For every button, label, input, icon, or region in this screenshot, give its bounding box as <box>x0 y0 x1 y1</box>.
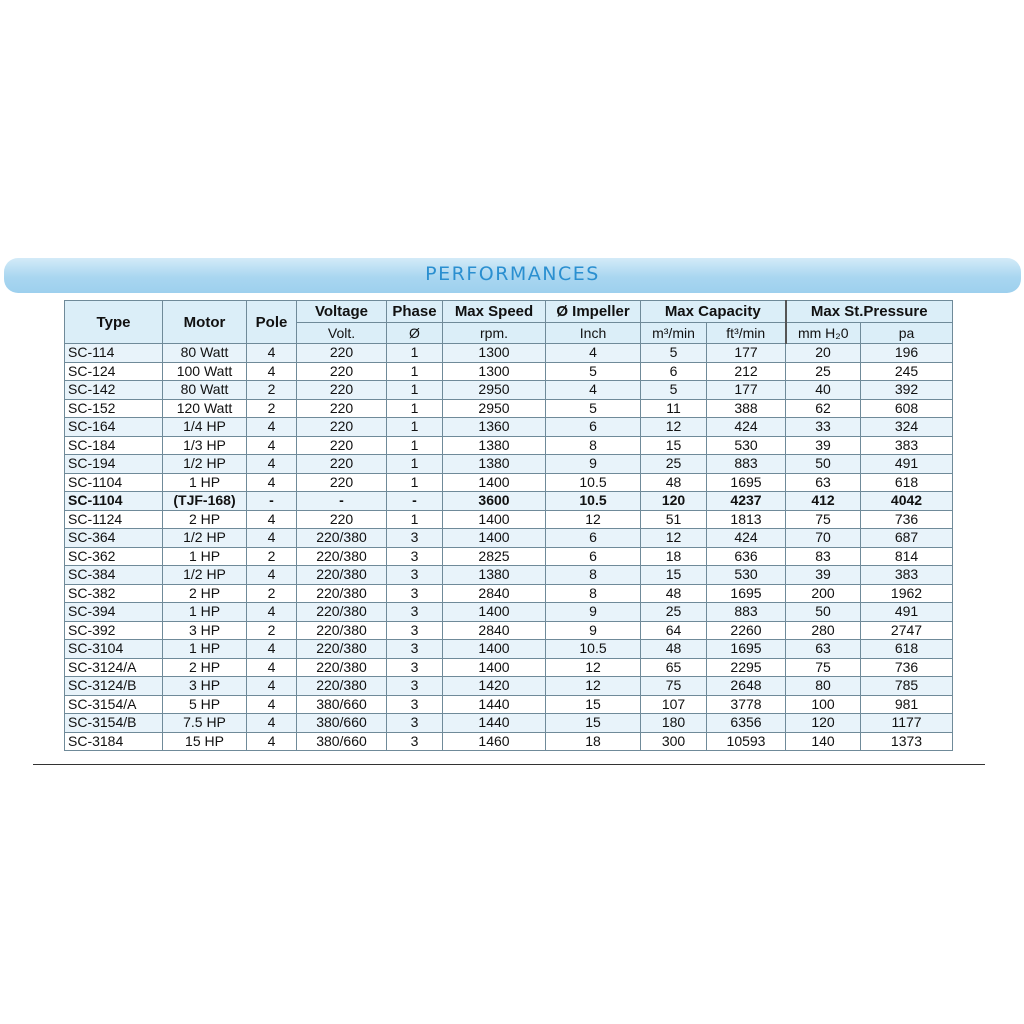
cell-pa: 618 <box>861 473 953 492</box>
cell-phase: 1 <box>387 455 443 474</box>
unit-impeller: Inch <box>546 323 641 344</box>
cell-voltage: 220/380 <box>297 584 387 603</box>
cell-mm: 20 <box>786 344 861 363</box>
cell-mm: 62 <box>786 399 861 418</box>
cell-pa: 1177 <box>861 714 953 733</box>
cell-motor: 1 HP <box>163 473 247 492</box>
unit-capacity-m3: m³/min <box>641 323 707 344</box>
unit-capacity-ft3: ft³/min <box>707 323 786 344</box>
cell-pole: 4 <box>247 695 297 714</box>
table-row <box>65 344 953 363</box>
table-row <box>65 381 953 400</box>
cell-pole: 4 <box>247 362 297 381</box>
cell-impeller: 15 <box>546 714 641 733</box>
cell-voltage: 380/660 <box>297 695 387 714</box>
cell-phase: 3 <box>387 714 443 733</box>
cell-impeller: 8 <box>546 566 641 585</box>
cell-pa: 245 <box>861 362 953 381</box>
col-header-max-speed: Max Speed <box>443 301 546 323</box>
cell-impeller: 4 <box>546 381 641 400</box>
cell-pole: 2 <box>247 547 297 566</box>
cell-pole: 2 <box>247 621 297 640</box>
cell-phase: 1 <box>387 510 443 529</box>
cell-pa: 392 <box>861 381 953 400</box>
cell-speed: 1380 <box>443 436 546 455</box>
cell-type: SC-3184 <box>65 732 163 751</box>
cell-m3: 75 <box>641 677 707 696</box>
cell-impeller: 10.5 <box>546 473 641 492</box>
cell-voltage: 220 <box>297 473 387 492</box>
cell-m3: 25 <box>641 603 707 622</box>
cell-m3: 64 <box>641 621 707 640</box>
cell-impeller: 8 <box>546 584 641 603</box>
cell-motor: 80 Watt <box>163 381 247 400</box>
cell-pa: 383 <box>861 436 953 455</box>
cell-voltage: 220 <box>297 381 387 400</box>
cell-phase: 1 <box>387 399 443 418</box>
cell-ft3: 10593 <box>707 732 786 751</box>
cell-m3: 12 <box>641 418 707 437</box>
cell-motor: 1 HP <box>163 640 247 659</box>
cell-speed: 1400 <box>443 658 546 677</box>
cell-ft3: 212 <box>707 362 786 381</box>
cell-m3: 25 <box>641 455 707 474</box>
table-row <box>65 418 953 437</box>
cell-phase: 3 <box>387 677 443 696</box>
cell-speed: 1440 <box>443 695 546 714</box>
cell-motor: 1/2 HP <box>163 529 247 548</box>
cell-voltage: 220/380 <box>297 529 387 548</box>
cell-voltage: 220/380 <box>297 566 387 585</box>
cell-impeller: 9 <box>546 621 641 640</box>
header-row <box>65 301 953 323</box>
cell-ft3: 177 <box>707 381 786 400</box>
cell-impeller: 4 <box>546 344 641 363</box>
cell-pole: 4 <box>247 677 297 696</box>
cell-pole: 4 <box>247 418 297 437</box>
cell-pa: 491 <box>861 455 953 474</box>
cell-motor: 120 Watt <box>163 399 247 418</box>
cell-mm: 50 <box>786 455 861 474</box>
cell-motor: 2 HP <box>163 584 247 603</box>
cell-speed: 1400 <box>443 473 546 492</box>
cell-pole: 4 <box>247 566 297 585</box>
cell-mm: 25 <box>786 362 861 381</box>
cell-voltage: 220 <box>297 436 387 455</box>
cell-pole: - <box>247 492 297 511</box>
cell-m3: 15 <box>641 436 707 455</box>
cell-m3: 6 <box>641 362 707 381</box>
cell-ft3: 2295 <box>707 658 786 677</box>
col-header-motor: Motor <box>163 301 247 344</box>
table-row <box>65 658 953 677</box>
cell-type: SC-184 <box>65 436 163 455</box>
cell-pole: 4 <box>247 529 297 548</box>
cell-voltage: 220 <box>297 344 387 363</box>
cell-m3: 15 <box>641 566 707 585</box>
cell-speed: 1400 <box>443 640 546 659</box>
cell-impeller: 6 <box>546 547 641 566</box>
cell-impeller: 10.5 <box>546 640 641 659</box>
cell-type: SC-394 <box>65 603 163 622</box>
cell-pa: 1373 <box>861 732 953 751</box>
cell-type: SC-362 <box>65 547 163 566</box>
cell-pa: 2747 <box>861 621 953 640</box>
cell-speed: 1300 <box>443 344 546 363</box>
cell-pole: 2 <box>247 584 297 603</box>
cell-impeller: 10.5 <box>546 492 641 511</box>
cell-voltage: 220/380 <box>297 640 387 659</box>
cell-pa: 785 <box>861 677 953 696</box>
cell-speed: 2950 <box>443 399 546 418</box>
cell-m3: 51 <box>641 510 707 529</box>
cell-pole: 4 <box>247 603 297 622</box>
cell-pa: 383 <box>861 566 953 585</box>
cell-ft3: 4237 <box>707 492 786 511</box>
cell-m3: 300 <box>641 732 707 751</box>
cell-type: SC-3154/A <box>65 695 163 714</box>
cell-pa: 687 <box>861 529 953 548</box>
cell-speed: 1400 <box>443 510 546 529</box>
cell-type: SC-1104 <box>65 492 163 511</box>
cell-pole: 4 <box>247 714 297 733</box>
cell-type: SC-384 <box>65 566 163 585</box>
cell-ft3: 530 <box>707 436 786 455</box>
cell-pole: 4 <box>247 344 297 363</box>
table-row <box>65 695 953 714</box>
cell-mm: 39 <box>786 566 861 585</box>
table-row <box>65 362 953 381</box>
cell-type: SC-194 <box>65 455 163 474</box>
performances-banner <box>4 258 1021 293</box>
cell-mm: 100 <box>786 695 861 714</box>
cell-phase: 1 <box>387 362 443 381</box>
cell-ft3: 636 <box>707 547 786 566</box>
cell-mm: 140 <box>786 732 861 751</box>
cell-impeller: 15 <box>546 695 641 714</box>
cell-ft3: 1695 <box>707 473 786 492</box>
table-row <box>65 455 953 474</box>
table-row <box>65 584 953 603</box>
cell-speed: 1360 <box>443 418 546 437</box>
cell-mm: 200 <box>786 584 861 603</box>
cell-phase: 3 <box>387 621 443 640</box>
cell-pa: 324 <box>861 418 953 437</box>
table-row <box>65 603 953 622</box>
cell-phase: 1 <box>387 436 443 455</box>
cell-pa: 618 <box>861 640 953 659</box>
cell-phase: 3 <box>387 566 443 585</box>
cell-ft3: 424 <box>707 529 786 548</box>
table-row <box>65 677 953 696</box>
cell-m3: 18 <box>641 547 707 566</box>
cell-motor: (TJF-168) <box>163 492 247 511</box>
cell-speed: 2825 <box>443 547 546 566</box>
cell-phase: 1 <box>387 473 443 492</box>
cell-pole: 4 <box>247 658 297 677</box>
cell-motor: 1/2 HP <box>163 566 247 585</box>
cell-motor: 1 HP <box>163 547 247 566</box>
cell-voltage: 220 <box>297 399 387 418</box>
cell-motor: 5 HP <box>163 695 247 714</box>
cell-impeller: 8 <box>546 436 641 455</box>
cell-motor: 1/4 HP <box>163 418 247 437</box>
table-row <box>65 529 953 548</box>
cell-speed: 2840 <box>443 584 546 603</box>
unit-voltage: Volt. <box>297 323 387 344</box>
col-header-voltage: Voltage <box>297 301 387 323</box>
cell-speed: 2840 <box>443 621 546 640</box>
cell-voltage: 220 <box>297 455 387 474</box>
col-header-pole: Pole <box>247 301 297 344</box>
cell-voltage: 220/380 <box>297 603 387 622</box>
cell-phase: 3 <box>387 640 443 659</box>
cell-voltage: 380/660 <box>297 714 387 733</box>
unit-phase: Ø <box>387 323 443 344</box>
cell-pole: 2 <box>247 381 297 400</box>
cell-mm: 39 <box>786 436 861 455</box>
cell-speed: 1400 <box>443 529 546 548</box>
cell-ft3: 1695 <box>707 584 786 603</box>
cell-phase: 3 <box>387 584 443 603</box>
cell-motor: 2 HP <box>163 510 247 529</box>
unit-pressure-pa: pa <box>861 323 953 344</box>
table-row <box>65 640 953 659</box>
table-row <box>65 621 953 640</box>
cell-type: SC-3124/A <box>65 658 163 677</box>
cell-pole: 4 <box>247 455 297 474</box>
cell-phase: 1 <box>387 344 443 363</box>
cell-m3: 107 <box>641 695 707 714</box>
cell-type: SC-392 <box>65 621 163 640</box>
cell-voltage: 220 <box>297 418 387 437</box>
cell-pa: 981 <box>861 695 953 714</box>
table-row <box>65 566 953 585</box>
cell-type: SC-3154/B <box>65 714 163 733</box>
cell-ft3: 2260 <box>707 621 786 640</box>
cell-ft3: 6356 <box>707 714 786 733</box>
cell-type: SC-3124/B <box>65 677 163 696</box>
cell-phase: 3 <box>387 658 443 677</box>
cell-ft3: 1813 <box>707 510 786 529</box>
cell-pa: 491 <box>861 603 953 622</box>
table-row <box>65 399 953 418</box>
cell-pa: 608 <box>861 399 953 418</box>
cell-ft3: 3778 <box>707 695 786 714</box>
table-row <box>65 714 953 733</box>
cell-mm: 63 <box>786 473 861 492</box>
cell-pole: 4 <box>247 510 297 529</box>
cell-motor: 1/3 HP <box>163 436 247 455</box>
cell-impeller: 12 <box>546 658 641 677</box>
cell-mm: 75 <box>786 510 861 529</box>
cell-phase: 1 <box>387 381 443 400</box>
cell-speed: 3600 <box>443 492 546 511</box>
cell-pole: 2 <box>247 399 297 418</box>
cell-motor: 7.5 HP <box>163 714 247 733</box>
unit-pressure-mm: mm H₂0 <box>786 323 861 344</box>
cell-mm: 120 <box>786 714 861 733</box>
cell-m3: 48 <box>641 473 707 492</box>
cell-voltage: 220/380 <box>297 658 387 677</box>
cell-m3: 5 <box>641 344 707 363</box>
cell-ft3: 2648 <box>707 677 786 696</box>
cell-type: SC-364 <box>65 529 163 548</box>
cell-m3: 12 <box>641 529 707 548</box>
cell-impeller: 9 <box>546 603 641 622</box>
cell-motor: 100 Watt <box>163 362 247 381</box>
cell-motor: 2 HP <box>163 658 247 677</box>
bottom-divider <box>33 764 985 765</box>
cell-pa: 736 <box>861 510 953 529</box>
table-row <box>65 492 953 511</box>
cell-impeller: 9 <box>546 455 641 474</box>
cell-motor: 15 HP <box>163 732 247 751</box>
cell-speed: 1420 <box>443 677 546 696</box>
cell-pole: 4 <box>247 640 297 659</box>
cell-speed: 1440 <box>443 714 546 733</box>
cell-motor: 1 HP <box>163 603 247 622</box>
cell-impeller: 5 <box>546 399 641 418</box>
cell-voltage: - <box>297 492 387 511</box>
cell-phase: 3 <box>387 695 443 714</box>
cell-voltage: 380/660 <box>297 732 387 751</box>
cell-mm: 50 <box>786 603 861 622</box>
cell-mm: 412 <box>786 492 861 511</box>
table-row <box>65 547 953 566</box>
col-header-type: Type <box>65 301 163 344</box>
cell-speed: 2950 <box>443 381 546 400</box>
cell-ft3: 424 <box>707 418 786 437</box>
cell-speed: 1380 <box>443 566 546 585</box>
cell-speed: 1380 <box>443 455 546 474</box>
table-row <box>65 473 953 492</box>
cell-mm: 83 <box>786 547 861 566</box>
cell-mm: 75 <box>786 658 861 677</box>
cell-ft3: 883 <box>707 455 786 474</box>
cell-ft3: 1695 <box>707 640 786 659</box>
cell-impeller: 5 <box>546 362 641 381</box>
col-header-max-capacity: Max Capacity <box>641 301 786 323</box>
cell-ft3: 883 <box>707 603 786 622</box>
cell-voltage: 220/380 <box>297 547 387 566</box>
table-row <box>65 510 953 529</box>
cell-m3: 48 <box>641 584 707 603</box>
cell-pole: 4 <box>247 436 297 455</box>
cell-impeller: 12 <box>546 677 641 696</box>
cell-mm: 33 <box>786 418 861 437</box>
cell-impeller: 6 <box>546 529 641 548</box>
cell-mm: 70 <box>786 529 861 548</box>
cell-type: SC-142 <box>65 381 163 400</box>
cell-voltage: 220/380 <box>297 621 387 640</box>
cell-ft3: 177 <box>707 344 786 363</box>
cell-voltage: 220 <box>297 362 387 381</box>
cell-type: SC-114 <box>65 344 163 363</box>
cell-pole: 4 <box>247 732 297 751</box>
cell-voltage: 220/380 <box>297 677 387 696</box>
cell-phase: 3 <box>387 732 443 751</box>
cell-speed: 1400 <box>443 603 546 622</box>
cell-m3: 5 <box>641 381 707 400</box>
cell-impeller: 6 <box>546 418 641 437</box>
cell-motor: 1/2 HP <box>163 455 247 474</box>
cell-phase: 1 <box>387 418 443 437</box>
cell-m3: 11 <box>641 399 707 418</box>
cell-type: SC-152 <box>65 399 163 418</box>
cell-pa: 4042 <box>861 492 953 511</box>
cell-phase: - <box>387 492 443 511</box>
cell-voltage: 220 <box>297 510 387 529</box>
unit-max-speed: rpm. <box>443 323 546 344</box>
cell-m3: 120 <box>641 492 707 511</box>
cell-speed: 1300 <box>443 362 546 381</box>
cell-impeller: 18 <box>546 732 641 751</box>
cell-m3: 65 <box>641 658 707 677</box>
col-header-impeller: Ø Impeller <box>546 301 641 323</box>
cell-impeller: 12 <box>546 510 641 529</box>
cell-type: SC-1104 <box>65 473 163 492</box>
cell-type: SC-382 <box>65 584 163 603</box>
banner-title: PERFORMANCES <box>425 263 600 285</box>
cell-motor: 3 HP <box>163 677 247 696</box>
cell-m3: 48 <box>641 640 707 659</box>
col-header-phase: Phase <box>387 301 443 323</box>
cell-phase: 3 <box>387 603 443 622</box>
cell-type: SC-124 <box>65 362 163 381</box>
cell-pa: 814 <box>861 547 953 566</box>
cell-phase: 3 <box>387 529 443 548</box>
cell-mm: 280 <box>786 621 861 640</box>
cell-motor: 3 HP <box>163 621 247 640</box>
cell-m3: 180 <box>641 714 707 733</box>
performance-table <box>64 300 953 751</box>
cell-mm: 80 <box>786 677 861 696</box>
table-row <box>65 436 953 455</box>
table-body <box>65 344 953 751</box>
cell-ft3: 530 <box>707 566 786 585</box>
cell-mm: 63 <box>786 640 861 659</box>
cell-type: SC-1124 <box>65 510 163 529</box>
cell-speed: 1460 <box>443 732 546 751</box>
cell-phase: 3 <box>387 547 443 566</box>
cell-pa: 736 <box>861 658 953 677</box>
table-row <box>65 732 953 751</box>
cell-pole: 4 <box>247 473 297 492</box>
cell-motor: 80 Watt <box>163 344 247 363</box>
cell-pa: 196 <box>861 344 953 363</box>
cell-type: SC-3104 <box>65 640 163 659</box>
col-header-max-pressure: Max St.Pressure <box>786 301 953 323</box>
cell-ft3: 388 <box>707 399 786 418</box>
cell-type: SC-164 <box>65 418 163 437</box>
cell-mm: 40 <box>786 381 861 400</box>
cell-pa: 1962 <box>861 584 953 603</box>
